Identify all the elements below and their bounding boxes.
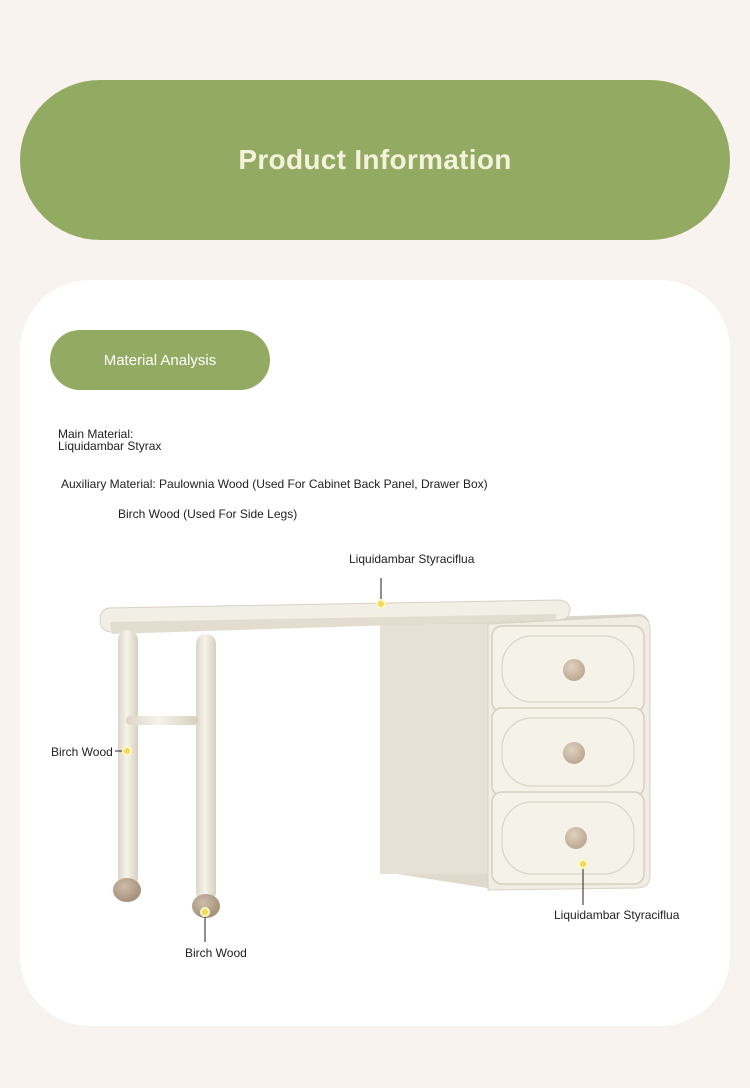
marker-dot-icon [123,747,131,755]
callout-cabinet-label: Liquidambar Styraciflua [554,908,680,922]
callout-left-label: Birch Wood [51,745,113,759]
material-analysis-pill: Material Analysis [50,330,270,390]
birch-wood-note: Birch Wood (Used For Side Legs) [118,507,298,521]
marker-dot-icon [201,908,209,916]
auxiliary-material-text: Auxiliary Material: Paulownia Wood (Used For Cabinet Back Panel, Drawer Box) [61,477,488,491]
page-title: Product Information [238,144,512,175]
leg-foot-icon [113,878,141,902]
drawer-cabinet [380,614,650,890]
drawer-knob-icon [563,742,585,764]
desk-legs [113,630,220,918]
drawer-knob-icon [563,659,585,681]
marker-dot-icon [579,860,587,868]
callout-bottom-leg-label: Birch Wood [185,946,247,960]
main-material-value: Liquidambar Styrax [58,439,162,453]
leg-crossbar [126,716,198,725]
drawer-knob-icon [565,827,587,849]
callout-top-label: Liquidambar Styraciflua [349,552,475,566]
marker-dot-icon [377,600,385,608]
main-material-label: Main Material: [58,427,134,441]
